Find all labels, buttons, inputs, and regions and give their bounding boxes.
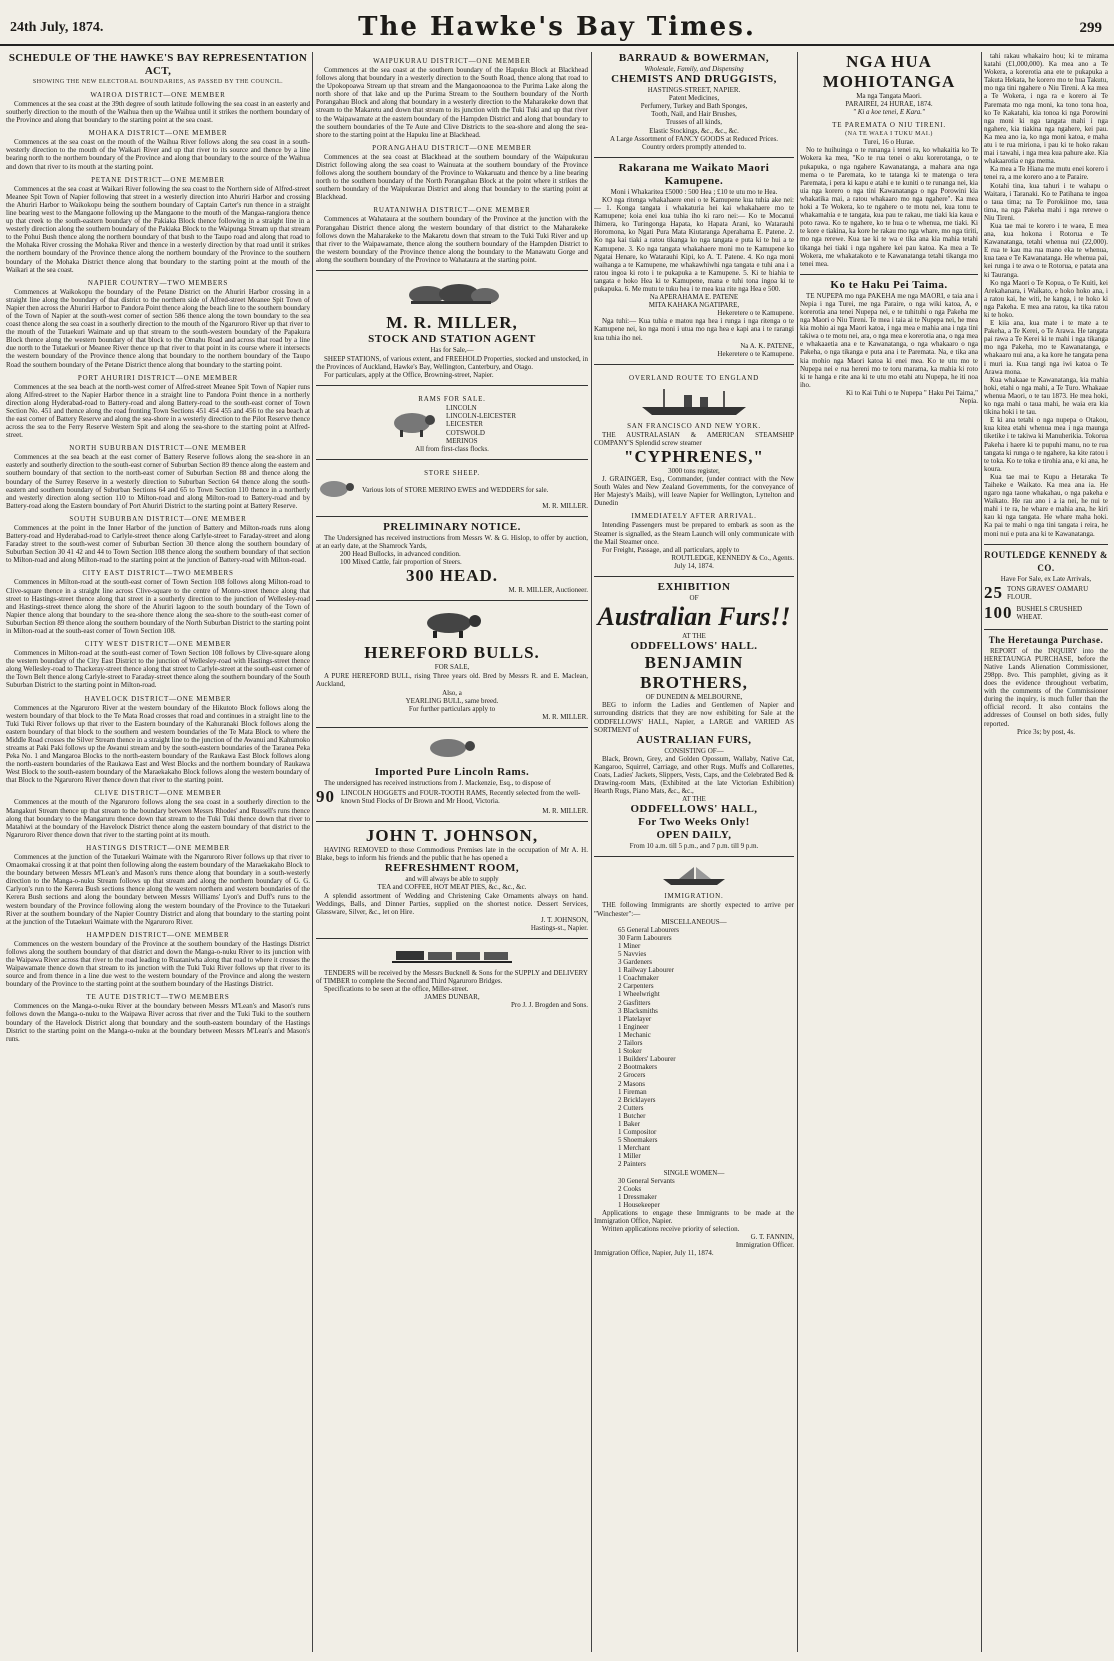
district-title: MOHAKA DISTRICT—ONE MEMBER: [88, 129, 228, 138]
miller-apply: For particulars, apply at the Office, Browning-street, Napier.: [324, 371, 494, 380]
lincoln-count: 90: [316, 787, 335, 807]
column-schedule: [6, 52, 310, 1652]
list-item: 1 Merchant: [618, 1144, 651, 1153]
district-title: NORTH SUBURBAN DISTRICT—ONE MEMBER: [69, 444, 247, 453]
rams-ad: [316, 385, 588, 453]
ram-breeds: LINCOLN LINCOLN-LEICESTER LEICESTER COTSWOLD MERINOS: [446, 404, 516, 445]
district-text: Commences at the sea coast on the mouth of the Waihua River follows along the sea coast in a south-westerly direction to the mouth of the Waikari River and up that river to its source and thence by a line bearing north to the northern boundary of the Province and along that boundary to the source of the Waihua and down that river to its mouth at the starting point.: [6, 138, 310, 171]
store-title: STORE SHEEP.: [424, 468, 480, 477]
list-item: 2 Masons: [618, 1079, 646, 1088]
rakarana-notice: Rakarana me Waikato Maori Kamupene. Moni i Whakaritea £5000 : 500 Hea ; £10 te utu mo te Hea. KO nga ritenga whakahaere enei o te Kamupene kua tuhia ake nei:— 1. Konga tangata i whakaturia hei kai whakahaere mo te Kamupene; koia enei kua tuhia iho ki raro nei:— Ko te Mocanui Ihimera, ko Turingonga Hapata, ko Hapata Arani, ko Watarauhi Horomona, ko Ngati Pura Mata Kiutaranga Aperahama E. Patene. 2. Ko nga kai tiaki a ratou tikanga ko nga tangata e puta ki te hui a te Kamupene. 3. Ko nga tangata whakahaere moni mo te Kamupene ko Ngatai Henare, ko Watarauhi Kipi, ko A. T. Patene. 4. Ko nga moni waihanga a te Kamupene, me whakawhiwhi nga tangata e tuhi ana i a ratou ingoa ki roto i te pukapuka a te Kamupene. 5. Ki te hiahia te tangata e hoko Hea ki te Kamupene, mana e tuhi tona ingoa ki te pukapuka. 6. Me mutu te tuku hea i te mea kua rite nga Hea e 500. Na APERAHAMA E. PATENE MITA KAHAKA NGATIPARE, Hekeretere o te Kamupene. Nga tuhi:— Kua tuhia e matou nga hea i runga i nga ritenga o te Kamupene nei, ko nga moni i utua mo nga hea e kapi ana i te rarangi kua tuhia iho nei. Na A. K. PATENE, Hekeretere o te Kamupene.: [594, 157, 794, 358]
newspaper-title: The Hawke's Bay Times.: [358, 12, 756, 42]
list-item: 3 Gardeners: [618, 958, 653, 967]
district-title: HASTINGS DISTRICT—ONE MEMBER: [86, 843, 230, 852]
list-item: 1 Coachmaker: [618, 974, 659, 983]
issue-date: 24th July, 1874.: [10, 20, 104, 35]
bull-illustration: [417, 609, 487, 639]
district-title: TE AUTE DISTRICT—TWO MEMBERS: [86, 993, 230, 1002]
schedule-sections: [6, 91, 310, 1043]
district-title: WAIPUKURAU DISTRICT—ONE MEMBER: [373, 57, 531, 65]
miller-name: M. R. MILLER,: [386, 312, 518, 332]
overland-ad: OVERLAND ROUTE TO ENGLAND SAN FRANCISCO AND NEW YORK. THE AUSTRALASIAN & AMERICAN STEAMSHIP COMPANY'S Splendid screw steamer "CYPHRENES," 3000 tons register, J. GRAINGER, Esq., Commander, (under contract with the New South Wales and New Zealand Governments, for the conveyance of Her Majesty's Mails), will leave Napier for Wellington, Lyttelton and Dunedin IMMEDIATELY AFTER ARRIVAL. Intending Passengers must be prepared to embark as soon as the Steamer is signalled, as the Steam Launch will only communicate with the Mail Steamer once. For Freight, Passage, and all particulars, apply to ROUTLEDGE, KENNEDY & Co., Agents. July 14, 1874.: [594, 364, 794, 570]
column-rule: [981, 52, 982, 1652]
ram-illustration: [388, 409, 438, 439]
miller-has: Has for Sale,—: [430, 345, 474, 354]
list-item: 2 Cooks: [618, 1184, 642, 1193]
list-item: 2 Cutters: [618, 1103, 644, 1112]
district-text: Commences at the point in the Inner Harbor of the junction of Battery and Milton-roads runs along Battery-road and Hyderabad-road to Carlyle-street thence along Carlyle-street to Faraday-street and along Faraday street to the south-west corner of Suburban Section 30 thence along the southern boundary of Suburban Section 30 41 42 and 44 to Town Section 108 thence along the southern boundary of that section to Milton-road and along Milton-road to the starting point at the junction of Battery-road with Milton-road.: [6, 523, 310, 565]
schedule-heading: SCHEDULE OF THE HAWKE'S BAY REPRESENTATION ACT,: [8, 52, 308, 77]
district-title: HAVELOCK DISTRICT—ONE MEMBER: [84, 694, 232, 703]
list-item: 2 Bricklayers: [618, 1095, 656, 1104]
district-text: Commences in Milton-road at the south-east corner of Town Section 108 follows along Milton-road to Clive-square thence in a straight line across Clive-square to the centre of Monro-street thence along that street to Hastings-street thence along that street in a southerly direction to the junction of Wellesley-road and Hastings-street thence along the shore of the Ahuriri lagoon to the south boundary of the Town of Napier thence along that boundary to the sea-shore thence along the sea-shore to the south-east corner of Suburban Section 89 thence along the southern boundary of the North Suburban District to the starting point in Milton-road at the south-east corner of Town Section 108.: [6, 578, 310, 635]
store-sheep-ad: [316, 459, 588, 510]
hereford-ad: HEREFORD BULLS. FOR SALE, A PURE HEREFORD BULL, rising Three years old. Bred by Messrs R. and E. Maclean, Auckland, Also, a YEARLING BULL, same breed. For further particulars apply to M. R. MILLER.: [316, 600, 588, 721]
district-text: Commences at the sea coast at Blackhead at the southern boundary of the Waipukurau District following along the sea coast to Wainuata at the southern boundary of the Province follows along the southern boundary of the Province to Wakaruatu and thence by a line bearing north to the southern boundary of the North Porangahau Block at the point where it strikes the southern boundary of the Waipukurau District and along that boundary to the starting point at Blackhead.: [316, 152, 588, 202]
district-text: Commences at the mouth of the Ngaruroro follows along the sea coast in a southerly direction to the Mangakuri Stream thence up that stream to the boundary between Messrs Rhodes' and Russell's runs thence along that boundary to the Mangaruru thence down that stream to the Tuki Tuki thence down that river to Matahiwi at the boundary of the Havelock District thence along the eastern boundary of that district to the Ngaruroro River thence down that river to the starting point at its mouth.: [6, 798, 310, 839]
mohiotanga-title: MOHIOTANGA: [822, 72, 956, 91]
schedule-subheading: SHOWING THE NEW ELECTORAL BOUNDARIES, AS PASSED BY THE COUNCIL.: [32, 79, 284, 85]
lincoln-rams-ad: Imported Pure Lincoln Rams. The undersigned has received instructions from J. Mackenzie, Esq., to dispose of 90 LINCOLN HOGGETS and FOUR-TOOTH RAMS, Recently selected from the well-known Stud Flocks of Dr Brown and Mr Hood, Victoria. M. R. MILLER.: [316, 727, 588, 815]
ram-illustration: [422, 736, 482, 762]
district-text: Commences on the Manga-o-nuku River at the boundary between Messrs M'Lean's and Mason's runs follows down the Manga-o-nuku to the Waipawa River across that river and the Tuki Tuki to the southern boundary of the Havelock District along that boundary and the south-eastern boundary of the Hastings District to the starting point on the Manga-o-nuku at the boundary between Messrs M'Lean's and Mason's runs.: [6, 1002, 310, 1043]
list-item: 1 Miner: [618, 941, 641, 950]
store-text: Various lots of STORE MERINO EWES and WEDDERS for sale.: [362, 485, 549, 494]
rams-title: RAMS FOR SALE.: [418, 395, 486, 404]
ship-name: "CYPHRENES,": [624, 447, 764, 466]
district-text: Commences at the sea coast at the 39th degree of south latitude following the sea coast in an easterly and southerly direction to the mouth of the Waihua then up the Waihua until it strikes the northern boundary of the Province and along that boundary to the starting point at the sea coast.: [6, 100, 310, 125]
column-advertisements: [316, 52, 588, 1652]
district-title: PETANE DISTRICT—ONE MEMBER: [91, 175, 225, 184]
district-title: CITY WEST DISTRICT—ONE MEMBER: [84, 640, 232, 649]
district-text: Commences in Milton-road at the south-east corner of Town Section 108 follows by Clive-square along the western boundary of the City East District to the junction of Wellesley-road with Hastings-street thence along Wellesley-road to Thackeray-street thence along that street to Carlyle-street at the south-east corner of the Town Belt thence along Carlyle-street to Faraday-street thence along the southern boundary of the South Suburban District to the starting point in Milton-road.: [6, 649, 310, 690]
list-item: 65 General Labourers: [618, 925, 680, 934]
miller-ad: [316, 270, 588, 379]
page-number: 299: [1079, 20, 1102, 36]
masthead: [0, 0, 1114, 46]
column-rule: [591, 52, 592, 1652]
list-item: 3 Blacksmiths: [618, 1006, 658, 1015]
lincoln-title: Imported Pure Lincoln Rams.: [374, 765, 530, 778]
column-rule: [797, 52, 798, 1652]
list-item: 1 Mechanic: [618, 1030, 651, 1039]
notice-title: PRELIMINARY NOTICE.: [383, 520, 521, 533]
district-title: PORANGAHAU DISTRICT—ONE MEMBER: [372, 143, 532, 152]
column-notices: [594, 52, 794, 1652]
list-item: 2 Carpenters: [618, 982, 654, 991]
list-item: 1 Baker: [618, 1119, 640, 1128]
list-item: 1 Compositor: [618, 1128, 657, 1137]
johnson-name: JOHN T. JOHNSON,: [365, 826, 539, 846]
store-sign: M. R. MILLER.: [542, 501, 588, 510]
notice-head: 300 HEAD.: [405, 566, 499, 586]
sheep-illustration: [316, 478, 356, 502]
list-item: 1 Dressmaker: [618, 1192, 657, 1201]
district-text: Commences at the sea beach at the north-west corner of Alfred-street Meanee Spit Town of Napier runs along Alfred-street to the Napier Harbor thence in a straight line to Pandora Point thence in a northerly direction along Hyderabad-road to Battery-road and along Battery-road to the south-east corner of Town Section No. 451 and thence along the road fronting Town Sections 451 454 455 and 456 to the sea beach at the east corner of Battery Reserve and along the sea-shore in a westerly direction to the Pilot Reserve thence across the sea to the Ferry Reserve Western Spit and along the sea-shore to the starting point at Alfred-street.: [6, 382, 310, 440]
steamship-illustration: [634, 387, 754, 417]
district-title: SOUTH SUBURBAN DISTRICT—ONE MEMBER: [69, 514, 247, 523]
immigrant-list: [594, 926, 794, 1169]
heretaunga-ad: The Heretaunga Purchase. REPORT of the INQUIRY into the HERETAUNGA PURCHASE, before the Native Lands Alienation Commissioner, 298pp. 8vo. This pamphlet, giving as it does the evidence throughout verbatim, with the comments of the Commissioner during the inquiry, is much fuller than the official record. It also contains the addresses of Counsel on both sides, fully reported. Price 3s; by post, 4s.: [984, 629, 1108, 736]
district-title: RUATANIWHA DISTRICT—ONE MEMBER: [373, 206, 531, 215]
list-item: 2 Bootmakers: [618, 1063, 658, 1072]
column-news-continued: tahi rakau whakairo hou; ki te mirama katahi (£1,000,000). Ka mea ano a Te Wokera, a korerotia ana ete te pukapuka a Takuta Hekata, he korero mo te hua Takutu, mo nga tini ngahere o Niu Tireni. A ka mea a Te Wokera, i nga ra e korero ai Te Paremata mo nga moni, ka tono tona hoa, ko Te Kakatahi, kia tonoa ki nga Porowini nga moni ki nga tangata mahi i nga ngahere, kia tiakina nga ngahere, kei pau. Ka mea ano ia, ko nga moni katoa, e maha atu i te rua miriona, i pau ki te hoko rakau mai i tawahi, i nga mea kua pahure ake. Kia whakaarotia e nga mema. Ka mea a Te Hiana me mutu enei korero i tenei ra, a me korero ano a te Paraire. Kotahi tina, kua tahuri i te wahapu o Waitara, i Taranaki. Ko te Patihana te ingoa o taua tima; na Te Porokiinoe mo, taua tima, na nga Pakeha mahi i nga rerewe o Niu Tireni. Kua tae mai te korero i te waea, E mea ana, kua hokona i Rotorua e Te Kawanatanga, tetahi whenua nui (22,000). E rua te kau ma rua mano eka te whenua, kua taea e Te Kawanatanga. He whenua pai, kei runga i te awa o te Rotorua, e patata ana ki Tauranga. Ko nga Maori o Te Kopua, o Te Kuiti, kei Arekahanara, i Waikato, e hoko hoko ana, i a ratou kai, he witi, he kanga, i te hoko ki nga Pakeha. E mea ana ratou, ka tika ratou ki te hoko. E kiia ana, kua mate i te mate a te Pakeha, a Te Kerei, o Te Arawa. He tangata pai rawa a Te Kerei ki te mahi i nga tikanga mo nga Pakeha, mo te Kawanatanga, e whakaaro nui ana, a ka kore he tangata pena i muri ia. Kua tangi nga iwi katoa o Te Arawa mona. Kua whakaae te Kawanatanga, kia mahia hoki, etahi o nga mahi, a Te Turo. Whakaae whenua Maori, o te tau 1873. He mea hoki, ko nga mahi o taua mahi, he waia era kia tikina hoki i te tau. E ki ana tetahi o nga nupepa o Otakou, kua kitea etahi whenua mea i nga maunga tiketike i te takiwa ki Manuherikia. Tokorua Pakeha i haere ki te pupuhi manu, no te rua tangata ki runga o te ngahere, ka kite ratou i te toka. Ko te toka e tirohia ana, e ki ana, he koura. Kua tae mai te Kupu a Hetaraka Te Taiheke e Waikato. Ka mea ana ia. He ngaro nga taone whakahau, o nga pakeha e Waikato. He rau ano i a ia nei, he nui te mahi i te ra, he whare e mahia ana, he kiri kau ki nga tangata. He whare maha hoki. Ka pai te mahi o nga tini tangata i reira, he moni nui e puta ana ki te Kawanatanga. ROUTLEDGE KENNEDY & CO. Have For Sale, ex Late Arrivals, 25 TONS GRAVES' OAMARU FLOUR. 100 BUSHELS CRUSHED WHEAT. The Heretaunga Purchase. REPORT of the INQUIRY into the HERETAUNGA PURCHASE, before the Native Lands Alienation Commissioner, 298pp. 8vo. This pamphlet, giving as it does the evidence throughout verbatim, with the comments of the Commissioner during the inquiry, is much fuller than the official record. It also contains the addresses of Counsel on both sides, fully reported. Price 3s; by post, 4s.: [984, 52, 1108, 736]
list-item: 2 Tailors: [618, 1039, 643, 1048]
list-item: 1 Housekeeper: [618, 1200, 660, 1209]
notice-sign: M. R. MILLER, Auctioneer.: [508, 586, 588, 595]
list-item: 2 Painters: [618, 1160, 646, 1169]
district-text: Commences on the western boundary of the Province at the southern boundary of the Hastings District follows along the southern boundary of that district and down the Manga-o-nuku River to its junction with the Waipawa River across that river to the road leading to Ruataniwha along that road to where it crosses the Waipawamate thence down that stream to its junction with the Tuki Tuki River follows up that river to its source and from thence in a line due west to the western boundary of the Province and along the western boundary of the Province to the starting point at the southern boundary of the Hastings District.: [6, 939, 310, 989]
cattle-illustration: [397, 279, 507, 309]
nga-hua-title: NGA HUA: [846, 52, 932, 71]
district-title: HAMPDEN DISTRICT—ONE MEMBER: [86, 930, 230, 939]
column-rule: [312, 52, 313, 1652]
rams-flocks: All from first-class flocks.: [415, 444, 489, 453]
district-title: WAIROA DISTRICT—ONE MEMBER: [90, 91, 226, 99]
district-text: Commences at the Ngaruroro River at the western boundary of the Hikutoto Block follows along the western boundary of that block to the Te Mata Road crosses that road and continues in a straight line to the Tuki Tuki River follows up that river to the Eastern boundary of the Kahuranaki Block follows along the eastern boundary of that block to the southern and western boundaries of the Te Mata Block to where the Middle Road crosses the Silver Stream thence in a straight line to the junction of the Awanui and Kahumoko streams at Paki Paki follows up the Awanui stream and by the south-eastern boundaries of the Taranea Peka Peka No. 1 and Mangaroa Blocks to the north-eastern boundary of the Raukawa East Block follows along the north-eastern boundaries of the Raukawa East and West Blocks and the northern boundary of Raukawa West Block to the south-eastern boundary of the Maraekakaho Block follows along the western boundary of that Block to the Ngaruroro River thence down that river to the starting point.: [6, 703, 310, 785]
furs-title: Australian Furs!!: [597, 602, 791, 632]
train-illustration: [392, 947, 512, 965]
district-text: Commences at the junction of the Tutaekuri Waimate with the Ngaruroro River follows up that river to Omaomakai crossing it at that point then following along the eastern boundary of the Maraekakaho Block to the boundary between Messrs M'Lean's and Mason's runs thence along that boundary in a south-westerly direction to the Manga-o-nuku Stream follows up that stream and along the northern boundary of G. G. Carlyon's run to the Kerera Bush sections thence along the western northern and western boundaries of the Kerera Bush sections and along the boundary between Messrs Williams' Lyon's and Duff's runs to the western boundary of the Province following along the western boundary of the Province to the Tutaekuri River at the southern boundary of the Napier Country District and along that boundary to the starting point at the junction of the Tutaekuri Waimate with the Ngaruroro River.: [6, 852, 310, 926]
miller-text: SHEEP STATIONS, of various extent, and FREEHOLD Properties, stocked and unstocked, in the Provinces of Auckland, Hawke's Bay, Wellington, Canterbury, and Otago.: [316, 354, 588, 372]
district-text: Commences at Wahataura at the southern boundary of the Province at the junction with the Porangahau District thence along the western boundary of that district to the Maharakeke follows down the Maharakeke to the Makaretu down that stream to the Tuki Tuki River and up that river to the Waipawamate, thence along the southern boundary of the Hampden District to the western boundary of the Province thence along the boundary to the Manawatu Gorge and along the southern boundary of the Province to Wahataura at the starting point.: [316, 215, 588, 264]
list-item: 1 Wheelwright: [618, 990, 660, 999]
exhibition-ad: EXHIBITION OF Australian Furs!! AT THE ODDFELLOWS' HALL. BENJAMIN BROTHERS, OF DUNEDIN & MELBOURNE, BEG to inform the Ladies and Gentlemen of Napier and surrounding districts that they are now exhibiting for Sale at the ODDFELLOWS' HALL, Napier, a LARGE and VARIED AS SORTMENT of AUSTRALIAN FURS, CONSISTING OF— Black, Brown, Grey, and Golden Opossum, Wallaby, Native Cat, Kangaroo, Squirrel, Carriage, and other Rugs. Muffs and Collarettes, Coats, Ladies' Jackets, Slippers, Vests, Caps, and the Celebrated Bed & Drawing-room Mats, (Exhibited at the late Victorian Exhibition) Hearth Rugs, Piano Mats, &c., &c., AT THE ODDFELLOWS' HALL, For Two Weeks Only! OPEN DAILY, From 10 a.m. till 5 p.m., and 7 p.m. till 9 p.m.: [594, 576, 794, 850]
list-item: 5 Shoemakers: [618, 1136, 658, 1145]
list-item: 1 Engineer: [618, 1022, 649, 1031]
preliminary-notice: PRELIMINARY NOTICE. The Undersigned has received instructions from Messrs W. & G. Hislop, to offer by auction, at an early date, at the Shamrock Yards, 200 Head Bullocks, in advanced condition. 100 Mixed Cattle, fair proportion of Steers. 300 HEAD. M. R. MILLER, Auctioneer.: [316, 516, 588, 594]
barraud-ad: BARRAUD & BOWERMAN, Wholesale, Family, and Dispensing CHEMISTS AND DRUGGISTS, HASTINGS-STREET, NAPIER. Patent Medicines, Perfumery, Turkey and Bath Sponges, Tooth, Nail, and Hair Brushes, Trusses of all kinds, Elastic Stockings, &c., &c., &c. A Large Assortment of FANCY GOODS at Reduced Prices. Country orders promptly attended to.: [609, 52, 779, 151]
miller-role: STOCK AND STATION AGENT: [368, 332, 536, 345]
district-title: CITY EAST DISTRICT—TWO MEMBERS: [82, 569, 234, 578]
list-item: 5 Navvies: [618, 950, 647, 958]
district-text: Commences at the sea coast at the southern boundary of the Hapuku Block at Blackhead follows along that boundary in a westerly direction to the South Road, thence along that road to the Upokopoawa Stream up that stream and the Mangaonoaonoa to the Purima Lake along the north shore of that lake and up the Purima Stream to the Southern boundary of the North Porangahau Block and along that boundary in a westerly direction to the Maharakeke down that stream to the Makaretu and down that stream to its junction with the Tuki Tuki and up that river to the Waipawamate at the eastern boundary of the Hampden District and along that boundary to the southern boundaries of the Te Aute and Clive Districts to the sea-shore and along the sea-shore to the starting point at the Hapuku line at Blackhead.: [316, 66, 588, 139]
notice-text: The Undersigned has received instructions from Messrs W. & G. Hislop, to offer by auction, at an early date, at the Shamrock Yards,: [316, 533, 588, 550]
district-text: Commences at Waikokopu the boundary of the Petane District on the Ahuriri Harbor crossing in a straight line along the boundary of that district to the northern side of Alfred-street Meanee Spit Town of Napier then across the Ahuriri Harbor to Pandora Point thence along the beach line to the southern boundary of the Town of Napier at the south-west corner of section 586 thence along the town boundary to the sea coast thence along the sea coast in a southerly direction to the mouth of the Ngaruroro River up that river to the mouth of the Tutaekuri Waimate and up that stream to the south-western boundary of the Papakura Block thence along the western boundary of that block to the Omahu Road and across that road by a line due north to the Tutaekuri or Meanee River thence up that river to that point in its course where it intersects the western boundary of the Province thence along that boundary to the northern boundary of the Taupo Road the southern boundary of the Petane District thence along that boundary to the starting point.: [6, 287, 310, 369]
list-item: 30 General Servants: [618, 1176, 675, 1185]
single-women-list: [594, 1177, 794, 1209]
newspaper-notice: TE NUPEPA mo nga PAKEHA me nga MAORI, e taia ana i Nepia i nga Turei, me nga Paraire, o nga wiki katoa, A, e korerotia ana tenei Nupepa nei, e te tuhituhi o nga Pakeha me nga Maori o Niu Tireni. Te mea i taia ai te Nupepa nei, he mea kia mohio ai nga Maori katoa, i nga mea e mahia ana i nga tini takiwa o te motu nei, ara, o nga mea e korerotia ana, o nga mea e whakaaetia ana e te Kawanatanga, o nga whakaaro o nga Pakeha, o nga tikanga e puta ana i te Paremata. Na, e tika ana kia mohio nga Maori katoa ki enei mea. Ko te utu mo te Nupepa nei e rua hereni mo te toru marama, ka mahia ki roto ki te hanga e rite ana ki te utu mo etahi atu Nupepa, he iti noa iho.: [800, 291, 978, 389]
column-maori-news: NGA HUA MOHIOTANGA Ma nga Tangata Maori. PARAIREI, 24 HURAE, 1874. " Ki a koe tenei, E Kara." TE PAREMATA O NIU TIRENI. (NA TE WAEA I TUKU MAI.) Turei, 16 o Hurae. No te huihuinga o te runanga i tenei ra, ko whakaitia ko Te Wokera ka mea, "Ko te rua tenei o aku korerotanga, o te pukapuka, o nga ngahere Kawanatanga, a mahara ana nga mema o te Paremata, ko te tatanga ki te matenga o tera Paremata, i pera ki kapu e atahi e te kuniti o te runanga nei, kia uia nga korero o nga tini Kawanatanga o nga Porowini kia whakatika mai, a ratou whakaaro mo nga ngahere". Ka mea hoki a Te Wokera, ko te ngahere o te motu nei, kua tonu te whakamahia e te tangata, kua pau te rakau, me tiaki kia kaua e poto rawa. Ko te ngahere, ko te hua o te whenua, me tiaki. Ki te kore e tiakina, ka kore he rakau mo nga whare, mo nga tiriti, mo nga rerewe. Kua tae ki te wa e tika ana kia mahia tetahi tikanga hei tiaki i nga ngahere kei pau katoa. Ka mea a Te Wokera, me whakatakoto e te Kawanatanga tetahi tikanga mo tenei mea. Ko te Haku Pei Taima. TE NUPEPA mo nga PAKEHA me nga MAORI, e taia ana i Nepia i nga Turei, me nga Paraire, o nga wiki katoa, A, e korerotia ana tenei Nupepa nei, e te tuhituhi o nga Pakeha me nga Maori o Niu Tireni. Te mea i taia ai te Nupepa nei, he mea kia mohio ai nga Maori katoa, i nga mea e mahia ana i nga tini takiwa o te motu nei, ara, o nga mea e korerotia ana, o nga mea e whakaaetia ana e te Kawanatanga, o nga whakaaro o nga Pakeha, o nga tikanga e puta ana i te Paremata. Na, e tika ana kia mohio nga Maori katoa ki enei mea. Ko te utu mo te Nupepa nei e rua hereni mo te toru marama, ka mahia ki roto ki te hanga e rite ana ki te utu mo etahi atu Nupepa, he iti noa iho. Ki to Kai Tuhi o te Nupepa " Haku Pei Taima," Nepia.: [800, 52, 978, 405]
district-sections: [316, 57, 588, 264]
list-item: 2 Grocers: [618, 1071, 646, 1080]
routledge-ad: ROUTLEDGE KENNEDY & CO. Have For Sale, ex Late Arrivals, 25 TONS GRAVES' OAMARU FLOUR. 100 BUSHELS CRUSHED WHEAT.: [984, 544, 1108, 623]
list-item: 1 Builders' Labourer: [618, 1055, 676, 1064]
list-item: 2 Gasfitters: [618, 998, 651, 1007]
district-title: NAPIER COUNTRY—TWO MEMBERS: [87, 278, 229, 287]
list-item: 1 Platelayer: [618, 1014, 652, 1023]
list-item: 1 Stoker: [618, 1047, 642, 1056]
johnson-ad: JOHN T. JOHNSON, HAVING REMOVED to those Commodious Premises late in the occupation of Mr A. H. Blake, begs to inform his friends and the public that he has opened a REFRESHMENT ROOM, and will always be able to supply TEA and COFFEE, HOT MEAT PIES, &c., &c., &c. A splendid assortment of Wedding and Christening Cake Ornaments always on hand. Weddings, Balls, and Dinner Parties, supplied on the shortest notice. Dessert Services, Glassware, Silver, &c., let on Hire. J. T. JOHNSON, Hastings-st., Napier.: [316, 821, 588, 932]
list-item: 1 Fireman: [618, 1087, 647, 1096]
district-text: Commences at the sea beach at the east corner of Battery Reserve follows along the sea-shore in an easterly and southerly direction to the south-east corner of Suburban Section 89 thence along the eastern and southern boundary of that section to the north-east corner of Suburban Section 88 and thence along the boundary of the Surrey Reserve in a westerly direction to Suburban Section 64 thence along the south-eastern and southern boundary of Suburban Sections 64 and 65 to Town Section 110 thence in a northerly and westerly direction along section 110 to Milton-road and along Milton-road to Battery-road and by Battery-road along the Eastern boundary of Port Ahuriri District to the starting point at Battery Reserve.: [6, 453, 310, 510]
tenders-ad: TENDERS will be received by the Messrs Bucknell & Sons for the SUPPLY and DELIVERY of TIMBER to complete the Second and Third Ngaruroro Bridges. Specifications to be seen at the office, Miller-street. JAMES DUNBAR, Pro J. J. Brogden and Sons.: [316, 938, 588, 1009]
list-item: 30 Farm Labourers: [618, 933, 672, 942]
district-title: PORT AHURIRI DISTRICT—ONE MEMBER: [77, 373, 239, 382]
list-item: 1 Miller: [618, 1152, 641, 1161]
district-text: Commences at the sea coast at Waikari River following the sea coast to the Northern side of Alfred-street Meanee Spit Town of Napier following that street in a westerly direction into Ahuriri Harbor and crossing the Ahuriri Harbor to Waikokopu being the southern boundary of Captain Carter's run thence in a straight line bearing west to the Mangaone following up the Mangaone to the mouth of the Mangaa-rangiora thence up that creek to the south-eastern boundary of the Pakiaka Block thence following in a straight line in a westerly direction along the southern boundary of the Pakiaka Block to the Waipunga Stream up that stream to the Pohui Bush thence along the northern boundary of that bush to the Taupo road and along that road to the Mohaka River crossing the Mohaka River and thence in a westerly direction by that road until it strikes the northern boundary of the Province thence along the northern boundary of the Province to the southern boundary of the Mohaka District thence along that boundary to the starting point at the mouth of the Waikari at the sea coast.: [6, 184, 310, 274]
immigration-notice: IMMIGRATION. THE following Immigrants are shortly expected to arrive per "Winchester":— MISCELLANEOUS— 65 General Labourers 30 Farm Labourers 1 Miner 5 Navvies 3 Gardeners 1 Railway Labourer 1 Coachmaker 2 Carpenters 1 Wheelwright 2 Gasfitters 3 Blacksmiths 1 Platelayer 1 Engineer 1 Mechanic 2 Tailors 1 Stoker 1 Builders' Labourer 2 Bootmakers 2 Grocers 2 Masons 1 Fireman 2 Bricklayers 2 Cutters 1 Butcher 1 Baker 1 Compositor 5 Shoemakers 1 Merchant 1 Miller 2 Painters SINGLE WOMEN— 30 General Servants 2 Cooks 1 Dressmaker 1 Housekeeper Applications to engage these Immigrants to be made at the Immigration Office, Napier. Written applications receive priority of selection. G. T. FANNIN, Immigration Officer. Immigration Office, Napier, July 11, 1874.: [594, 856, 794, 1257]
list-item: 1 Railway Labourer: [618, 966, 674, 975]
ship-illustration: [659, 865, 729, 887]
parliament-report: No te huihuinga o te runanga i tenei ra, ko whakaitia ko Te Wokera ka mea, "Ko te rua tenei o aku korerotanga, o te pukapuka, o nga ngahere Kawanatanga, a mahara ana nga mema o te Paremata, ko te tatanga ki te matenga o tera Paremata, i pera ki kapu e atahi e te kuniti o te runanga nei, kia uia nga korero o nga tini Kawanatanga o nga Porowini kia whakatika mai, a ratou whakaaro mo nga ngahere". Ka mea hoki a Te Wokera, ko te ngahere o te motu nei, kua tonu te whakamahia e te tangata, kua pau te rakau, me tiaki kia kaua e poto rawa. Ko te ngahere, ko te hua o te whenua, me tiaki. Ki te kore e tiakina, ka kore he rakau mo nga whare, mo nga tiriti, mo nga rerewe. Kua tae ki te wa e tika ana kia mahia tetahi tikanga hei tiaki i nga ngahere kei pau katoa. Ka mea a Te Wokera, me whakatakoto e te Kawanatanga tetahi tikanga mo tenei mea.: [800, 146, 978, 268]
district-title: CLIVE DISTRICT—ONE MEMBER: [94, 789, 222, 798]
list-item: 1 Butcher: [618, 1111, 646, 1120]
hereford-title: HEREFORD BULLS.: [364, 643, 540, 663]
